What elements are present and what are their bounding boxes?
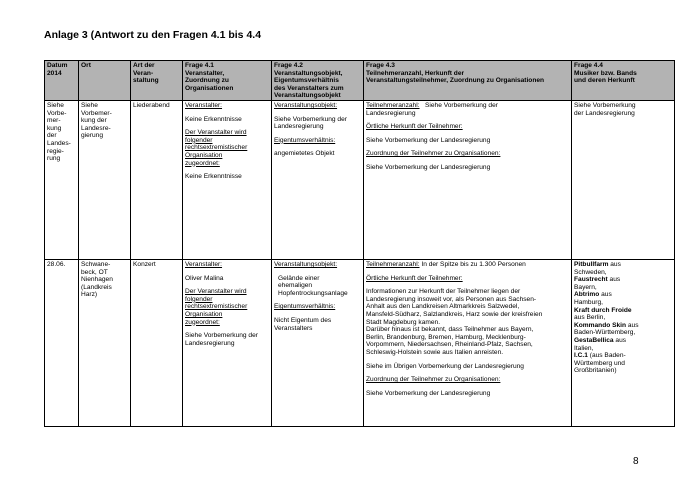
cell-place: Schwane- beck, OT Nienhagen (Landkreis Harz) [79, 260, 131, 427]
cell-q43: Teilnehmeranzahl: In der Spitze bis zu 1.300 Personen Örtliche Herkunft der Teilnehmer: Informationen zur Herkunft der Teilnehmer liegen der Landesregierung insoweit vor, als Personen aus Sachsen- Anhalt aus den Landkreisen Altmarkkreis Salzwedel, Mansfeld-Südharz, Salzlandkreis, Harz sowie der kreisfreien Stadt Magdeburg kamen. Darüber hinaus ist bekannt, dass Teilnehmer aus Bayern, Berlin, Brandenburg, Bremen, Hamburg, Mecklenburg- Vorpommern, Niedersachsen, Rheinland-Pfalz, Sachsen, Schleswig-Holstein sowie aus Italien anreisten. Siehe im Übrigen Vorbemerkung der Landesregierung Zuordnung der Teilnehmer zu Organisationen: Siehe Vorbemerkung der Landesregierung [364, 260, 572, 427]
cell-q43: Teilnehmeranzahl: Siehe Vorbemerkung der Landesregierung Örtliche Herkunft der Teilnehmer: Siehe Vorbemerkung der Landesregierung Zuordnung der Teilnehmer zu Organisationen: Siehe Vorbemerkung der Landesregierung [364, 101, 572, 260]
table-row [45, 101, 675, 260]
cell-q42: Veranstaltungsobjekt: Siehe Vorbemerkung der Landesregierung Eigentumsverhältnis: angemietetes Objekt [272, 101, 364, 260]
header-event-type: Art der Veran- staltung [131, 61, 183, 101]
cell-q42: Veranstaltungsobjekt: Gelände einer ehemaligen Hopfentrockungsanlage Eigentumsverhältnis: Nicht Eigentum des Veranstalters [272, 260, 364, 427]
cell-q41: Veranstalter: Oliver Malina Der Veranstalter wird folgender rechtsextremistischer Organisation zugeordnet: Siehe Vorbemerkung der Landesregierung [183, 260, 272, 427]
cell-place: Siehe Vorbemer- kung der Landesre- gierung [79, 101, 131, 260]
cell-q44: Pitbullfarm aus Schweden, Faustrecht aus Bayern, Abtrimo aus Hamburg, Kraft durch Froide aus Berlin, Kommando Skin aus Baden-Württemberg, GestaBellica aus Italien, I.C.1 (aus Baden- Württemberg und Großbritanien) [572, 260, 675, 427]
page-title: Anlage 3 (Antwort zu den Fragen 4.1 bis 4.4 [44, 29, 262, 41]
header-date: Datum 2014 [45, 61, 79, 101]
cell-q41: Veranstalter: Keine Erkenntnisse Der Veranstalter wird folgender rechtsextremistischer Organisation zugeordnet: Keine Erkenntnisse [183, 101, 272, 260]
cell-q44: Siehe Vorbemerkung der Landesregierung [572, 101, 675, 260]
cell-event-type: Konzert [131, 260, 183, 427]
header-q41: Frage 4.1 Veranstalter, Zuordnung zu Organisationen [183, 61, 272, 101]
cell-date: Siehe Vorbe- mer- kung der Landes- regie- rung [45, 101, 79, 260]
answer-table [44, 60, 675, 427]
cell-date: 28.06. [45, 260, 79, 427]
header-q42: Frage 4.2 Veranstaltungsobjekt, Eigentumsverhältnis des Veranstalters zum Veranstaltungsobjekt [272, 61, 364, 101]
table-row [45, 260, 675, 427]
header-q44: Frage 4.4 Musiker bzw. Bands und deren Herkunft [572, 61, 675, 101]
header-place: Ort [79, 61, 131, 101]
header-row [45, 61, 675, 101]
page-number: 8 [633, 456, 639, 467]
header-q43: Frage 4.3 Teilnehmeranzahl, Herkunft der Veranstaltungsteilnehmer, Zuordnung zu Organisationen [364, 61, 572, 101]
cell-event-type: Liederabend [131, 101, 183, 260]
